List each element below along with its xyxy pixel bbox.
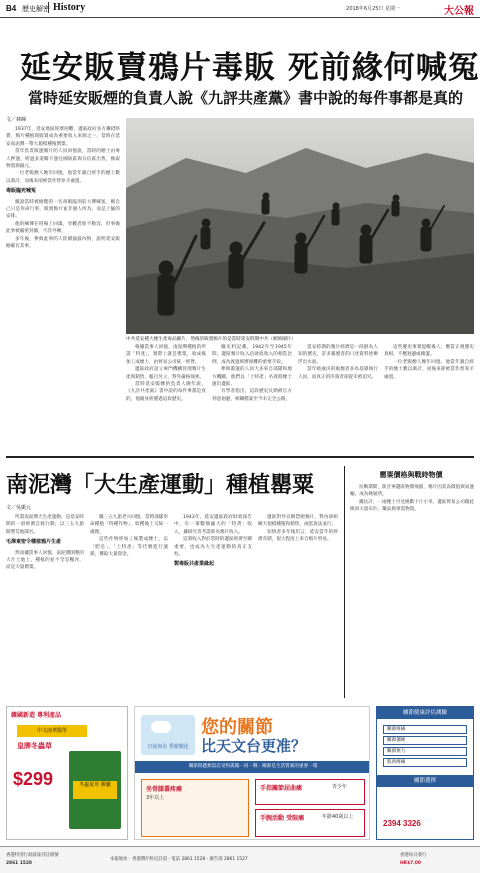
ad-right-title: 關節健康評估測驗 — [377, 707, 473, 719]
article2-headline: 南泥灣「大生產運動」種植罌粟 — [6, 472, 315, 498]
article1-column-4 — [298, 344, 378, 448]
paragraph: 邊區對外宣稱禁絕鴉片，對內卻組織大規模種植和銷售，兩套說法並行。 — [258, 515, 338, 528]
ad-heading-2: 比天文台更准？ — [201, 737, 307, 755]
paragraph: 多年後，參與此事的人陸續披露內情，說明延安販煙確有其事。 — [6, 236, 120, 250]
ad-price-value: 299 — [23, 769, 54, 789]
paragraph: 據三五九旅老兵回憶，當時部隊奉命種植「特種作物」，收穫後上交統一處理。 — [90, 515, 168, 535]
article1-column-2 — [126, 344, 206, 448]
article2-column-1 — [6, 514, 84, 700]
paragraph: 根據當事人回憶，南泥灣種植的所謂「特產」，實際上就是罌粟，收成後加工成煙土，由貿易公司統一經營。 — [126, 345, 206, 365]
ad-joint-health[interactable] — [134, 706, 370, 840]
paragraph: 當年被處決的販煙者多為基層執行人員，而真正的決策者卻從未被追究。 — [298, 367, 378, 380]
page-footer — [0, 846, 480, 873]
paragraph: 1937年，延安地區經濟困難，邊區政府多方籌措經費，鴉片種植與販賣成為重要收入來源之一，當時在延安南泥灣一帶大規模種植罌粟。 — [6, 127, 120, 147]
paragraph: 有學者指出，這段歷史長期被官方刻意迴避，相關檔案至今未完全公開。 — [212, 389, 292, 402]
sidebar-title: 罌粟價格與戰時物價 — [379, 471, 443, 479]
ad-heading: 您的關節 — [201, 717, 273, 738]
sidebar-column — [350, 484, 474, 700]
ad-price-prefix: $ — [13, 769, 24, 789]
ad-item-sub: 3年以上 — [146, 795, 165, 801]
paragraph: 一位老販煙人晚年回憶，他當年親自經手的煙土數以萬計，而後來卻被當作替罪羊處置。 — [384, 359, 474, 380]
article1-column-1 — [6, 126, 120, 448]
cloud-icon — [151, 721, 171, 733]
ad-tag: 日夜如水 季節變化 — [147, 744, 189, 750]
ad-panel-top — [255, 779, 365, 805]
assessment-option[interactable]: 關節疼痛 — [383, 725, 467, 734]
footer-label: 香港每日發行 — [400, 853, 427, 858]
ad-item-title: 坐骨膝蓋疼痛 — [146, 786, 183, 793]
dateline: 2018年6月25日 星期一 — [346, 6, 400, 12]
paragraph: 據史料記載，1942年至1945年間，邊區鴉片收入佔財政收入的相當比例，成為渡過經濟困難的重要手段。 — [212, 345, 292, 365]
assessment-option[interactable]: 肌肉疼痛 — [383, 758, 467, 767]
section-label-en: History — [48, 2, 85, 13]
paragraph: 當時延安販煙的負責人晚年說，《九評共產黨》書中說的每件事都是真的，他親身經歷過這段歷史。 — [126, 382, 206, 402]
paragraph: 邊區政府設立專門機構管理鴉片生產與銷售，帳目另立，對外嚴格保密。 — [126, 367, 206, 380]
paragraph: 當年負責販運鴉片的人員回憶說，當時的煙土由專人押運，經過多道關卡運往國統區與日佔區出售，換取物資與銀元。 — [6, 149, 120, 170]
photo-caption: 中共延安種大煙生產毒品圖片，然後的販賣鴉片的是當時延安時期中共（網絡圖片） — [126, 337, 296, 342]
paragraph: 一位老販煙人晚年回憶，他當年親自經手的煙土數以萬計，而後來卻被當作替罪羊處置。 — [6, 171, 120, 184]
paragraph: 這些歷史事實提醒後人，應當正視歷史真相，不應迴避或掩蓋。 — [384, 345, 474, 358]
weather-icon — [141, 715, 195, 755]
assessment-options — [383, 725, 467, 769]
paragraph: 1943年，延安邊區政府財政報告中，有一筆數額龐大的「特貨」收入，據研究者考證即為鴉片收入。 — [174, 515, 252, 535]
page-number: B4 — [6, 4, 17, 13]
article1-subhead: 毒販臨死喊冤 — [6, 188, 37, 195]
article1-column-3 — [212, 344, 292, 448]
footer-price: HK$7.00 — [400, 861, 421, 866]
main-subheadline: 當時延安販煙的負責人說《九評共產黨》書中說的每件事都是真的 — [28, 89, 464, 107]
paragraph: 參與販運的人員大多來自部隊和地方機關，他們以「土特產」名義將煙土運出邊區。 — [212, 367, 292, 388]
paragraph: 這筆收入對於當時的邊區經濟至關重要，也成為大生產運動的真正支柱。 — [174, 537, 252, 558]
ad-price — [13, 769, 53, 790]
paragraph: 延安時期的鴉片經濟是一段鮮為人知的歷史，許多親歷者的口述資料逐漸浮出水面。 — [298, 345, 378, 365]
section-divider — [6, 456, 474, 458]
footer-registration: 香港特別行政區報刊註冊號 — [6, 853, 59, 858]
ad-banner: 關節問題無需忍受和孤獨一同一戰 - 關節是生活質素的重要一環 — [135, 761, 370, 773]
column-divider — [344, 466, 345, 698]
paragraph: 知情者多年後坦言，延安當年的經濟奇蹟，很大程度上來自鴉片貿易。 — [258, 529, 338, 543]
ad-panel-left — [141, 779, 249, 837]
paragraph: 這些作物經加工後製成煙土，以「肥皂」、「土特產」等代號進行運銷，獲取大量資金。 — [90, 537, 168, 558]
ad-assessment[interactable] — [376, 706, 474, 840]
ad-hotline[interactable]: 2394 3326 — [383, 819, 421, 828]
article1-byline: 文／林暉 — [6, 117, 27, 123]
ad-item-sub: 青少年 — [332, 784, 348, 790]
ad-item-title: 手腕活動 受限痛 — [260, 815, 305, 822]
ad-supplement[interactable] — [6, 706, 128, 840]
paragraph: 據估計，一兩煙土可兌換數十斤小米，邊區貿易公司藉此換回大量布匹、藥品與軍需物資。 — [350, 499, 474, 513]
page-header — [0, 0, 480, 18]
paragraph: 據說當時被槍斃的一名毒販臨刑前大聲喊冤，稱自己只是奉命行事，販賣鴉片並非個人所為，而是上級的安排。 — [6, 199, 120, 220]
ad-badge: 中文南華醫學 — [17, 725, 87, 737]
paragraph: 然而據當事人回憶，南泥灣開墾的大片土地上，種植的並不全是糧食，而是大量罌粟。 — [6, 550, 84, 571]
article2-subhead: 毛澤東密令種植鴉片生產 — [6, 539, 62, 546]
paragraph: 他的喊聲在刑場上回蕩，旁觀者無不動容，但事後此事被嚴密封鎖，不許外傳。 — [6, 221, 120, 235]
assessment-option[interactable]: 關節無力 — [383, 747, 467, 756]
article2-byline: 文／吳凱元 — [6, 505, 32, 511]
masthead-logo: 大公報 — [444, 6, 474, 17]
ad-title: 皇牌冬蟲草 — [17, 742, 52, 750]
article2-column-4 — [258, 514, 338, 700]
ad-brand: 韓國新造 專利產品 — [11, 712, 62, 719]
article-photo — [126, 118, 474, 334]
ad-item-sub: 年齡40歲以上 — [322, 814, 354, 820]
article2-column-2 — [90, 514, 168, 700]
ad-item-title: 手指關節屈曲痛 — [260, 785, 303, 792]
photo-image — [126, 118, 474, 334]
article2-column-3 — [174, 514, 252, 700]
assessment-option[interactable]: 關節僵硬 — [383, 736, 467, 745]
product-label: 冬蟲夏草 膠囊 — [73, 781, 117, 799]
paragraph: 所謂南泥灣大生產運動，是延安時期的一項經濟自救行動，以三五九旅開墾荒地聞名。 — [6, 515, 84, 535]
section-label: 歷史解密 — [22, 5, 50, 13]
footer-phone: 2861 1528 — [6, 861, 32, 866]
footer-address: 本報地址：香港灣仔軒尼詩道 · 電話 2861 1528 · 廣告部 2861 1527 — [110, 857, 248, 862]
ad-panel-bottom — [255, 809, 365, 837]
paragraph: 抗戰期間，陝甘寧邊區物價飛漲，鴉片因其高價值與易運輸，成為硬通貨。 — [350, 485, 474, 498]
article1-column-5 — [384, 344, 474, 448]
main-headline: 延安販賣鴉片毒販 死前緣何喊冤 — [20, 50, 480, 86]
product-box-image — [69, 751, 121, 829]
article2-subhead: 製毒販共產業緣起 — [174, 561, 215, 568]
ad-right-title-2: 關節選擇 — [377, 775, 473, 787]
